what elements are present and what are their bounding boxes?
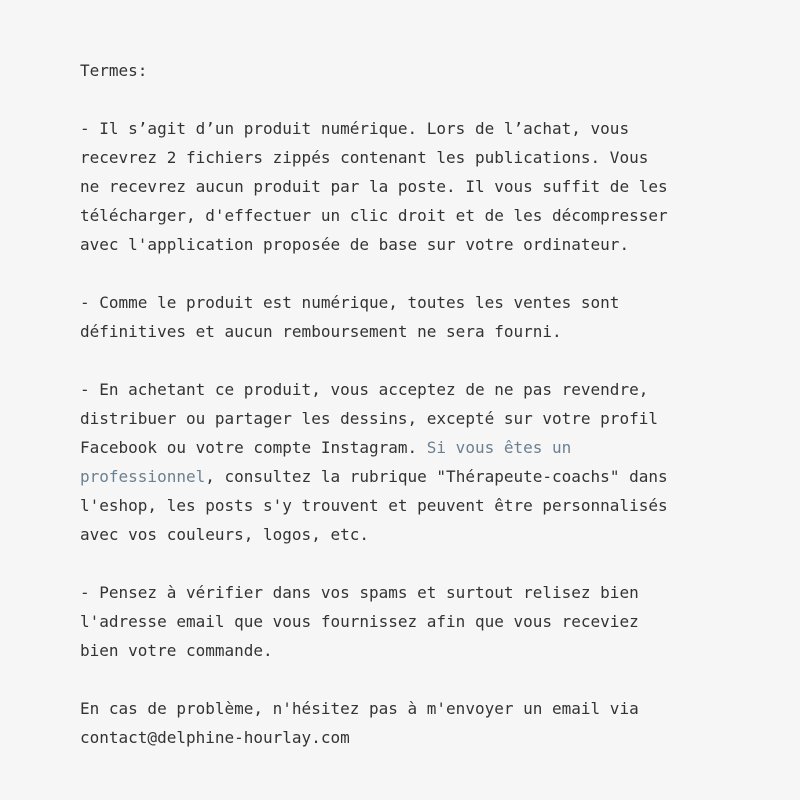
terms-paragraph-usage-rights: [80, 375, 680, 549]
text-line: [80, 462, 680, 491]
terms-paragraph-check-spam: [80, 578, 680, 665]
contact-email: contact@delphine-hourlay.com: [80, 728, 350, 747]
text-line: l'eshop, les posts s'y trouvent et peuvent être personnalisés: [80, 496, 668, 515]
text-line: avec vos couleurs, logos, etc.: [80, 525, 369, 544]
text-line: l'adresse email que vous fournissez afin que vous receviez: [80, 612, 639, 631]
text-line: ne recevrez aucun produit par la poste. Il vous suffit de les: [80, 177, 668, 196]
text-line: - En achetant ce produit, vous acceptez de ne pas revendre,: [80, 380, 649, 399]
terms-paragraph-no-refund: [80, 288, 680, 346]
text-segment: , consultez la rubrique "Thérapeute-coachs" dans: [205, 467, 668, 486]
text-line: - Comme le produit est numérique, toutes les ventes sont: [80, 293, 620, 312]
terms-title: Termes:: [80, 61, 148, 80]
terms-paragraph-contact: [80, 694, 680, 752]
text-segment: Facebook ou votre compte Instagram.: [80, 438, 427, 457]
text-line: bien votre commande.: [80, 641, 273, 660]
terms-content: [80, 56, 680, 781]
text-line: - Il s’agit d’un produit numérique. Lors de l’achat, vous: [80, 119, 630, 138]
text-line: - Pensez à vérifier dans vos spams et surtout relisez bien: [80, 583, 639, 602]
text-line: recevrez 2 fichiers zippés contenant les publications. Vous: [80, 148, 649, 167]
terms-paragraph-digital-product: [80, 114, 680, 259]
text-line: définitives et aucun remboursement ne sera fourni.: [80, 322, 562, 341]
text-line: [80, 433, 680, 462]
text-line: avec l'application proposée de base sur votre ordinateur.: [80, 235, 630, 254]
text-line: télécharger, d'effectuer un clic droit et de les décompresser: [80, 206, 668, 225]
text-line: distribuer ou partager les dessins, excepté sur votre profil: [80, 409, 658, 428]
text-line: En cas de problème, n'hésitez pas à m'envoyer un email via: [80, 699, 639, 718]
professional-link[interactable]: Si vous êtes un: [426, 438, 572, 457]
professional-link-continued[interactable]: professionnel: [80, 467, 206, 486]
